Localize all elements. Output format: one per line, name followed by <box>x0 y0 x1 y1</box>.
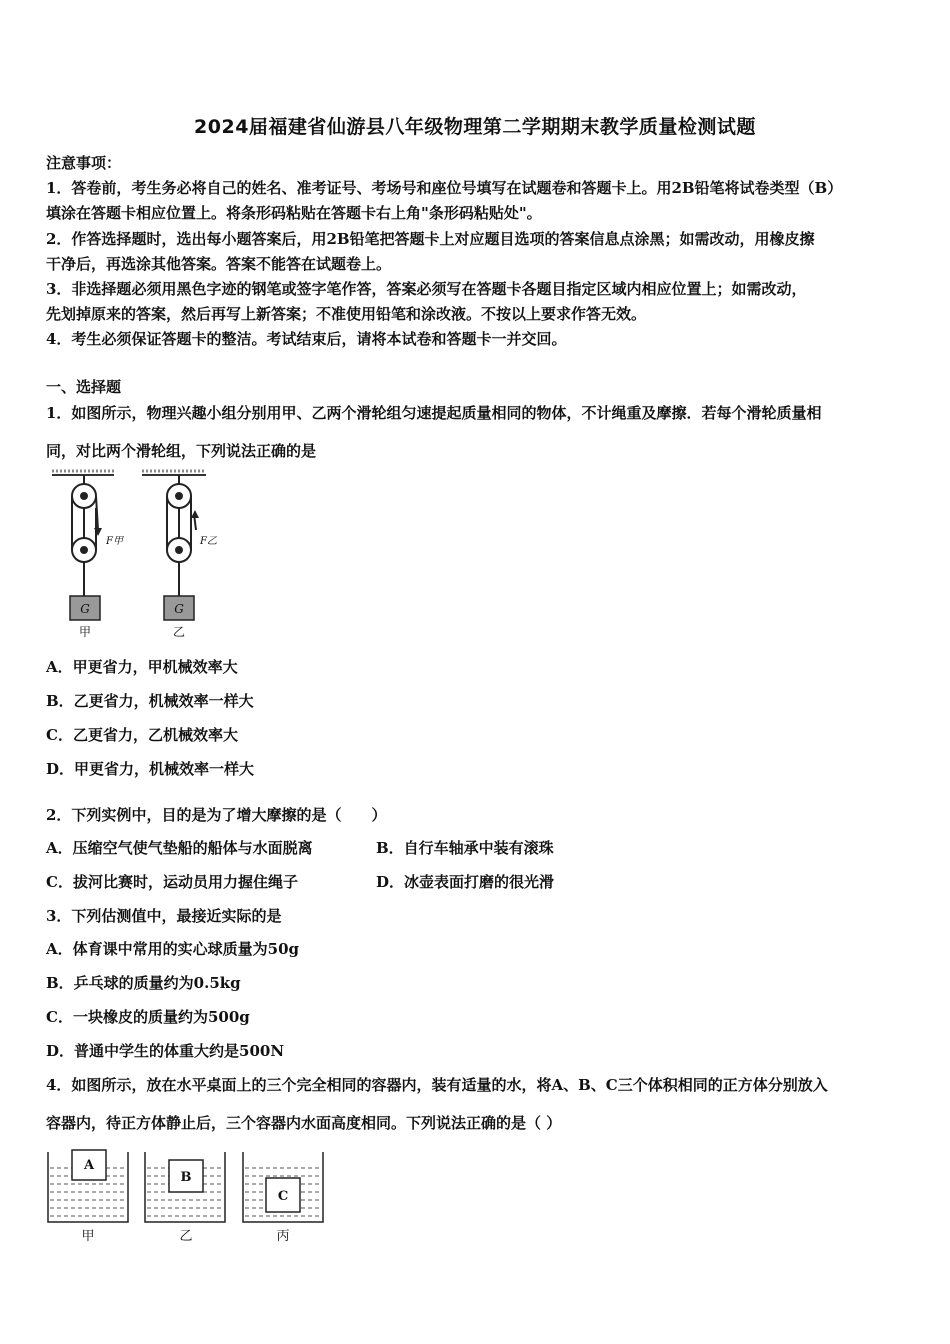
q2-option-c[interactable]: C．拔河比赛时，运动员用力握住绳子 <box>46 873 298 891</box>
q2-option-d[interactable]: D．冰壶表面打磨的很光滑 <box>376 873 555 891</box>
pulley-system-b <box>167 475 199 596</box>
q4-stem-line: 4．如图所示，放在水平桌面上的三个完全相同的容器内，装有适量的水，将A、B、C三个体积相同的正方体分别放入 <box>46 1076 828 1094</box>
q3-option-b[interactable]: B．乒乓球的质量约为0.5kg <box>46 974 241 992</box>
q2-option-a[interactable]: A．压缩空气使气垫船的船体与水面脱离 <box>46 839 313 857</box>
container-c-caption: 丙 <box>276 1229 290 1244</box>
section-heading: 一、选择题 <box>46 378 122 396</box>
q1-stem-line: 同，对比两个滑轮组，下列说法正确的是 <box>46 442 317 460</box>
q3-stem: 3．下列估测值中，最接近实际的是 <box>46 907 282 925</box>
q1-option-c[interactable]: C．乙更省力，乙机械效率大 <box>46 726 238 744</box>
notice-line: 2．作答选择题时，选出每小题答案后，用2B铅笔把答题卡上对应题目选项的答案信息点涂黑；如需改动，用橡皮擦 <box>46 230 815 248</box>
container-b <box>145 1152 225 1244</box>
q2-stem: 2．下列实例中，目的是为了增大摩擦的是（ ） <box>46 806 387 824</box>
block-c-label: C <box>277 1189 289 1204</box>
ceiling-b <box>142 471 206 475</box>
pulley-system-a <box>72 475 102 596</box>
q3-option-a[interactable]: A．体育课中常用的实心球质量为50g <box>46 940 300 958</box>
q3-option-c[interactable]: C．一块橡皮的质量约为500g <box>46 1008 250 1026</box>
container-a <box>48 1150 128 1244</box>
container-b-caption: 乙 <box>179 1229 193 1244</box>
page-title: 2024届福建省仙游县八年级物理第二学期期末教学质量检测试题 <box>194 116 756 138</box>
q4-stem-line: 容器内，待正方体静止后，三个容器内水面高度相同。下列说法正确的是（ ） <box>46 1114 562 1132</box>
notice-line: 3．非选择题必须用黑色字迹的钢笔或签字笔作答，答案必须写在答题卡各题目指定区域内相应位置上；如需改动， <box>46 280 807 298</box>
notice-line: 1．答卷前，考生务必将自己的姓名、准考证号、考场号和座位号填写在试题卷和答题卡上。用2B铅笔将试卷类型（B） <box>46 179 843 197</box>
block-a-label: A <box>83 1158 95 1173</box>
force-label-a: F甲 <box>106 536 123 547</box>
q1-option-b[interactable]: B．乙更省力，机械效率一样大 <box>46 692 254 710</box>
containers-figure <box>46 1148 336 1248</box>
notice-line: 4．考生必须保证答题卡的整洁。考试结束后，请将本试卷和答题卡一并交回。 <box>46 330 567 348</box>
ceiling-a <box>52 471 114 475</box>
weight-label-a: G <box>80 602 90 616</box>
force-label-b: F乙 <box>200 536 217 547</box>
container-a-caption: 甲 <box>81 1229 95 1244</box>
pulley-figure <box>46 468 246 643</box>
notice-line: 填涂在答题卡相应位置上。将条形码粘贴在答题卡右上角"条形码粘贴处"。 <box>46 204 542 222</box>
container-c <box>243 1152 323 1244</box>
q2-option-b[interactable]: B．自行车轴承中装有滚珠 <box>376 839 554 857</box>
caption-b: 乙 <box>172 625 186 639</box>
q3-option-d[interactable]: D．普通中学生的体重大约是500N <box>46 1042 285 1060</box>
q1-option-d[interactable]: D．甲更省力，机械效率一样大 <box>46 760 255 778</box>
notice-line: 先划掉原来的答案，然后再写上新答案；不准使用铅笔和涂改液。不按以上要求作答无效。 <box>46 305 647 323</box>
caption-a: 甲 <box>78 625 92 639</box>
notice-line: 干净后，再选涂其他答案。答案不能答在试题卷上。 <box>46 255 392 273</box>
block-b-label: B <box>180 1170 192 1185</box>
q1-option-a[interactable]: A．甲更省力，甲机械效率大 <box>46 658 238 676</box>
q1-stem-line: 1．如图所示，物理兴趣小组分别用甲、乙两个滑轮组匀速提起质量相同的物体，不计绳重及摩擦．若每个滑轮质量相 <box>46 404 822 422</box>
weight-label-b: G <box>174 602 184 616</box>
notice-heading: 注意事项： <box>46 154 122 172</box>
